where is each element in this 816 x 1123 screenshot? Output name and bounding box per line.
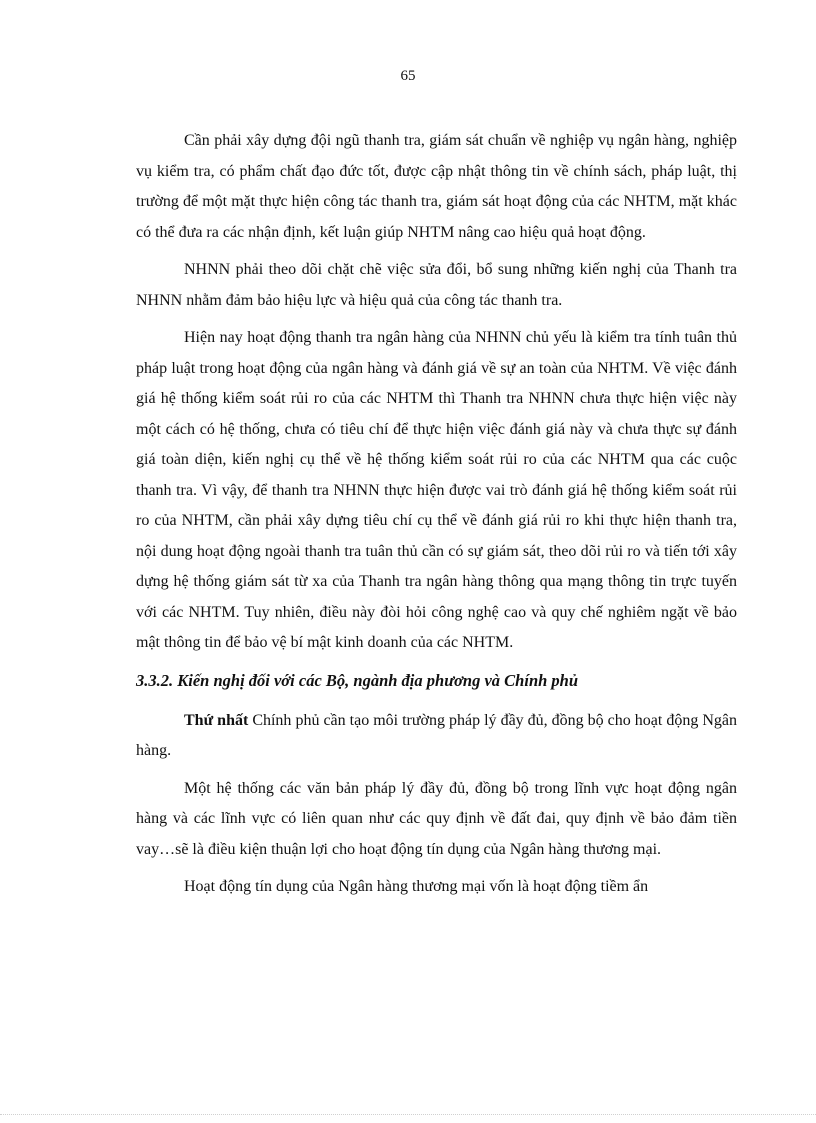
first-point-lead: Thứ nhất: [184, 711, 249, 729]
page-number: 65: [400, 68, 416, 84]
body-text: [136, 126, 737, 910]
paragraph-current-inspection: Hiện nay hoạt động thanh tra ngân hàng của NHNN chủ yếu là kiểm tra tính tuân thủ pháp luật trong hoạt động của ngân hàng và đánh giá về sự an toàn của NHTM. Về việc đánh giá hệ thống kiểm soát rủi ro của các NHTM thì Thanh tra NHNN chưa thực hiện việc này một cách có hệ thống, chưa có tiêu chí để thực hiện việc đánh giá này và chưa thực sự đánh giá toàn diện, kiến nghị cụ thể về hệ thống kiểm soát rủi ro của các NHTM qua các cuộc thanh tra. Vì vậy, để thanh tra NHNN thực hiện được vai trò đánh giá hệ thống kiểm soát rủi ro của NHTM, cần phải xây dựng tiêu chí cụ thể về đánh giá rủi ro khi thực hiện thanh tra, nội dung hoạt động ngoài thanh tra tuân thủ cần có sự giám sát, theo dõi rủi ro và tiến tới xây dựng hệ thống giám sát từ xa của Thanh tra ngân hàng thông qua mạng thông tin trực tuyến với các NHTM. Tuy nhiên, điều này đòi hỏi công nghệ cao và quy chế nghiêm ngặt về bảo mật thông tin để bảo vệ bí mật kinh doanh của các NHTM.: [136, 329, 737, 651]
paragraph-inspection-staff: Cần phải xây dựng đội ngũ thanh tra, giám sát chuẩn về nghiệp vụ ngân hàng, nghiệp vụ kiểm tra, có phẩm chất đạo đức tốt, được cập nhật thông tin về chính sách, pháp luật, thị trường để một mặt thực hiện công tác thanh tra, giám sát hoạt động của các NHTM, mặt khác có thể đưa ra các nhận định, kết luận giúp NHTM nâng cao hiệu quả hoạt động.: [136, 132, 737, 241]
page-bottom-divider: [0, 1114, 816, 1115]
paragraph-credit-activity: Hoạt động tín dụng của Ngân hàng thương mại vốn là hoạt động tiềm ẩn: [184, 878, 649, 895]
section-heading: 3.3.2. Kiến nghị đối với các Bộ, ngành địa phương và Chính phủ: [136, 670, 579, 690]
paragraph-first-point: [136, 706, 737, 767]
paragraph-legal-documents: Một hệ thống các văn bản pháp lý đầy đủ, đồng bộ trong lĩnh vực hoạt động ngân hàng và các lĩnh vực có liên quan như các quy định về đất đai, quy định về bảo đảm tiền vay…sẽ là điều kiện thuận lợi cho hoạt động tín dụng của Ngân hàng thương mại.: [136, 779, 737, 858]
paragraph-follow-up: NHNN phải theo dõi chặt chẽ việc sửa đổi, bổ sung những kiến nghị của Thanh tra NHNN nhằm đảm bảo hiệu lực và hiệu quả của công tác thanh tra.: [136, 261, 737, 309]
first-point-text: Chính phủ cần tạo môi trường pháp lý đầy đủ, đồng bộ cho hoạt động Ngân hàng.: [136, 711, 738, 759]
